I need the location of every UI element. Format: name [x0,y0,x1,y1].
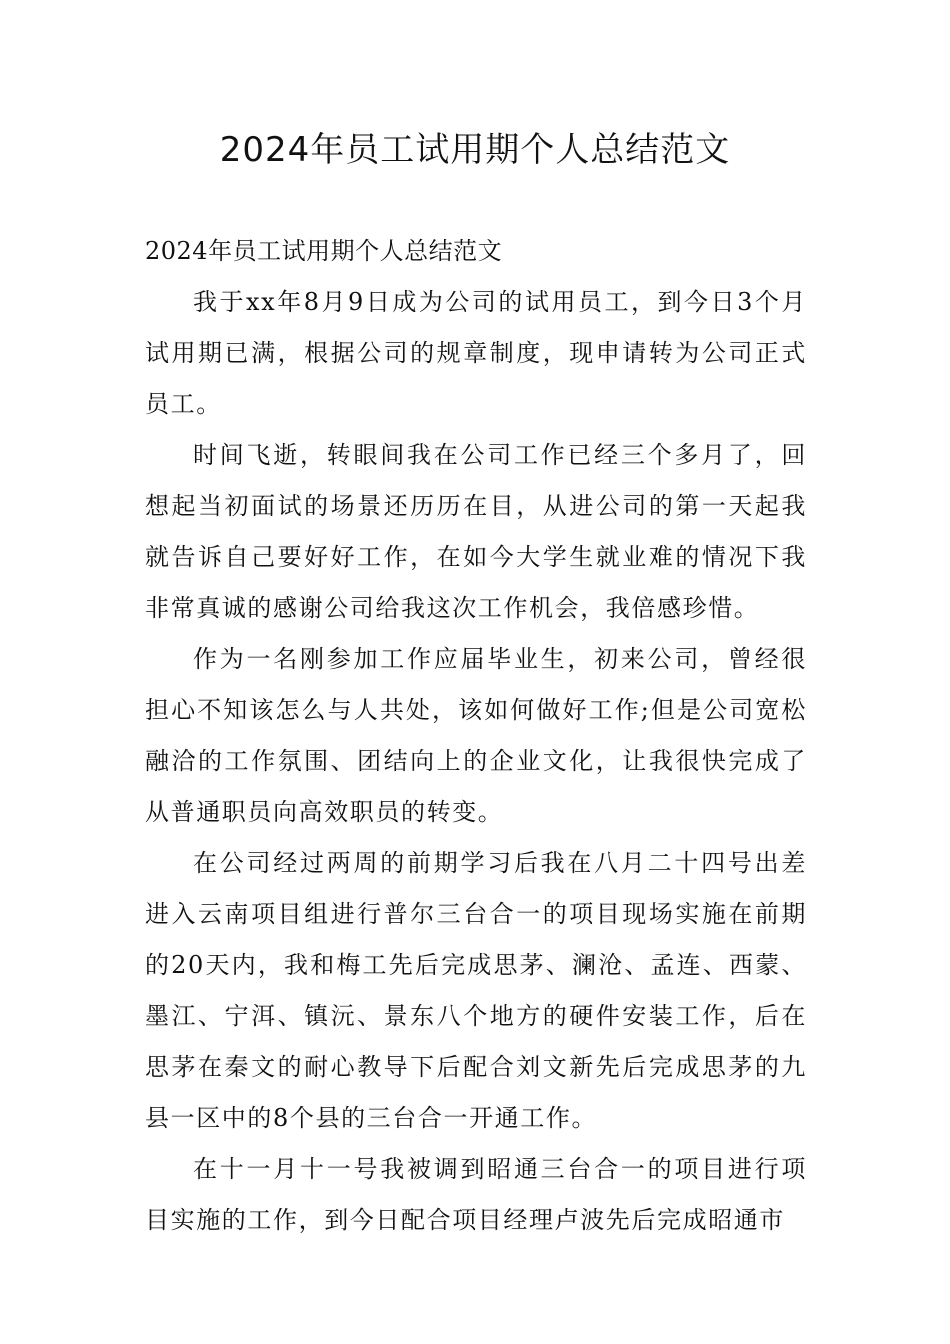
paragraph: 作为一名刚参加工作应届毕业生，初来公司，曾经很担心不知该怎么与人共处，该如何做好工作;但是公司宽松融洽的工作氛围、团结向上的企业文化，让我很快完成了从普通职员向高效职员的转变。 [145,645,807,826]
document-title: 2024年员工试用期个人总结范文 [219,130,731,170]
document-body [145,226,807,1246]
document-subtitle: 2024年员工试用期个人总结范文 [145,237,503,265]
paragraph: 在十一月十一号我被调到昭通三台合一的项目进行项目实施的工作，到今日配合项目经理卢波先后完成昭通市 [145,1155,807,1234]
paragraph: 在公司经过两周的前期学习后我在八月二十四号出差进入云南项目组进行普尔三台合一的项目现场实施在前期的20天内，我和梅工先后完成思茅、澜沧、孟连、西蒙、墨江、宁洱、镇沅、景东八个地方的硬件安装工作，后在思茅在秦文的耐心教导下后配合刘文新先后完成思茅的九县一区中的8个县的三台合一开通工作。 [145,849,807,1132]
paragraph: 时间飞逝，转眼间我在公司工作已经三个多月了，回想起当初面试的场景还历历在目，从进公司的第一天起我就告诉自己要好好工作，在如今大学生就业难的情况下我非常真诚的感谢公司给我这次工作机会，我倍感珍惜。 [145,441,807,622]
paragraph: 我于xx年8月9日成为公司的试用员工，到今日3个月试用期已满，根据公司的规章制度，现申请转为公司正式员工。 [145,288,807,418]
